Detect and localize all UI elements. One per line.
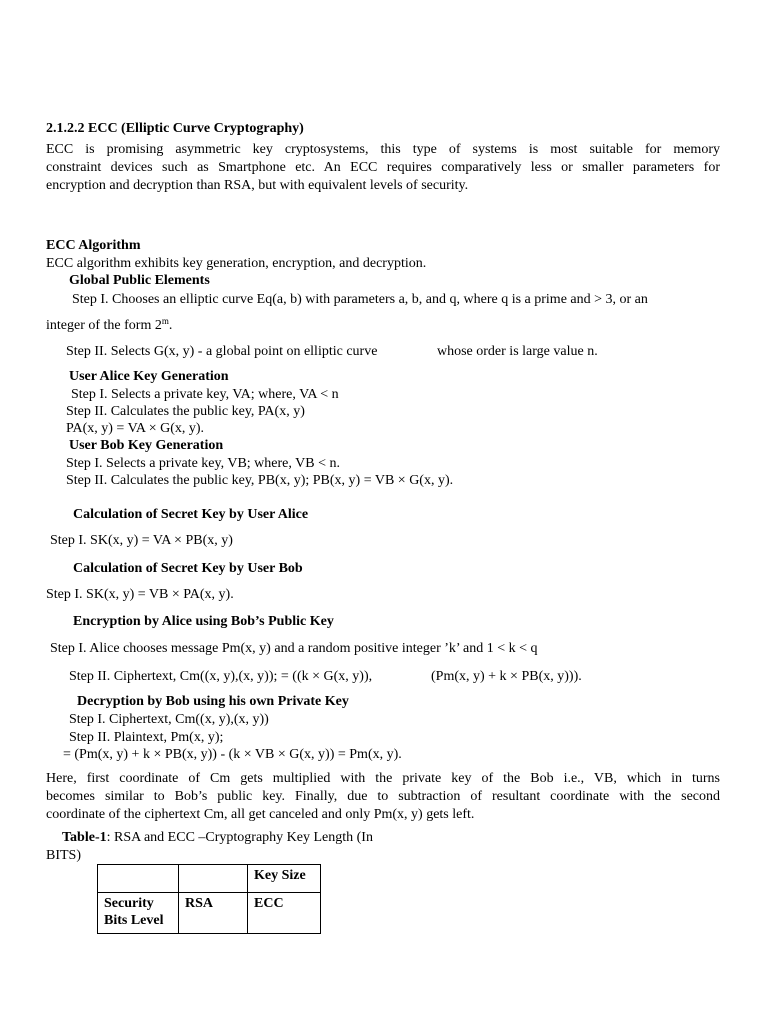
encryption-step1: Step I. Alice chooses message Pm(x, y) and a random positive integer ’k’ and 1 < k < q bbox=[50, 641, 538, 656]
table-ecc-header: ECC bbox=[248, 893, 321, 934]
table-key-size-header: Key Size bbox=[248, 865, 321, 893]
decryption-heading: Decryption by Bob using his own Private Key bbox=[77, 694, 349, 709]
alice-step2: Step II. Calculates the public key, PA(x, y) bbox=[66, 404, 305, 419]
decryption-step1: Step I. Ciphertext, Cm((x, y),(x, y)) bbox=[69, 712, 269, 727]
section-heading: 2.1.2.2 ECC (Elliptic Curve Cryptography) bbox=[46, 121, 304, 136]
alice-keygen-heading: User Alice Key Generation bbox=[69, 369, 229, 384]
decryption-equation: = (Pm(x, y) + k × PB(x, y)) - (k × VB × G(x, y)) = Pm(x, y). bbox=[63, 747, 402, 762]
encryption-step2-b: (Pm(x, y) + k × PB(x, y))). bbox=[431, 669, 582, 684]
secret-alice-step: Step I. SK(x, y) = VA × PB(x, y) bbox=[50, 533, 233, 548]
bob-step2: Step II. Calculates the public key, PB(x, y); PB(x, y) = VB × G(x, y). bbox=[66, 473, 454, 488]
table-empty-cell bbox=[98, 865, 179, 893]
explanation-line-3: coordinate of the ciphertext Cm, all get canceled and only Pm(x, y) gets left. bbox=[46, 807, 475, 822]
secret-bob-heading: Calculation of Secret Key by User Bob bbox=[73, 561, 303, 576]
intro-para-line-1: ECC is promising asymmetric key cryptosystems, this type of systems is most suitable for memory bbox=[46, 142, 720, 157]
intro-para-line-2: constraint devices such as Smartphone etc. An ECC requires comparatively less or smaller parameters for bbox=[46, 160, 720, 175]
algorithm-heading: ECC Algorithm bbox=[46, 238, 141, 253]
secret-alice-heading: Calculation of Secret Key by User Alice bbox=[73, 507, 309, 522]
table-caption-label: Table-1 bbox=[62, 830, 107, 845]
table-empty-cell bbox=[179, 865, 248, 893]
table-column-row bbox=[98, 893, 321, 934]
decryption-step2: Step II. Plaintext, Pm(x, y); bbox=[69, 730, 224, 745]
table-header-row bbox=[98, 865, 321, 893]
explanation-line-2: becomes similar to Bob’s public key. Finally, due to subtraction of resultant coordinate with the second bbox=[46, 789, 720, 804]
global-step2-a: Step II. Selects G(x, y) - a global point on elliptic curve bbox=[66, 344, 378, 359]
table-rsa-header: RSA bbox=[179, 893, 248, 934]
key-length-table bbox=[97, 864, 321, 934]
global-heading: Global Public Elements bbox=[69, 273, 210, 288]
alice-step1: Step I. Selects a private key, VA; where, VA < n bbox=[71, 387, 339, 402]
intro-para-line-3: encryption and decryption than RSA, but with equivalent levels of security. bbox=[46, 178, 469, 193]
global-step1-cont: integer of the form 2$^m$. bbox=[46, 316, 173, 333]
bob-step1: Step I. Selects a private key, VB; where, VB < n. bbox=[66, 456, 340, 471]
encryption-heading: Encryption by Alice using Bob’s Public Key bbox=[73, 614, 334, 629]
table-caption-cont: BITS) bbox=[46, 848, 81, 863]
encryption-step2-a: Step II. Ciphertext, Cm((x, y),(x, y)); = ((k × G(x, y)), bbox=[69, 669, 373, 684]
global-step2-b: whose order is large value n. bbox=[437, 344, 598, 359]
table-caption bbox=[62, 829, 373, 846]
algorithm-intro: ECC algorithm exhibits key generation, encryption, and decryption. bbox=[46, 256, 427, 271]
global-step1: Step I. Chooses an elliptic curve Eq(a, b) with parameters a, b, and q, where q is a prime and > 3, or an bbox=[72, 292, 648, 307]
bob-keygen-heading: User Bob Key Generation bbox=[69, 438, 224, 453]
secret-bob-step: Step I. SK(x, y) = VB × PA(x, y). bbox=[46, 587, 234, 602]
explanation-line-1: Here, first coordinate of Cm gets multiplied with the private key of the Bob i.e., VB, which in turns bbox=[46, 771, 720, 786]
alice-equation: PA(x, y) = VA × G(x, y). bbox=[66, 421, 205, 436]
table-security-header: Security Bits Level bbox=[98, 893, 179, 934]
table-caption-text: : RSA and ECC –Cryptography Key Length (In bbox=[106, 830, 373, 845]
